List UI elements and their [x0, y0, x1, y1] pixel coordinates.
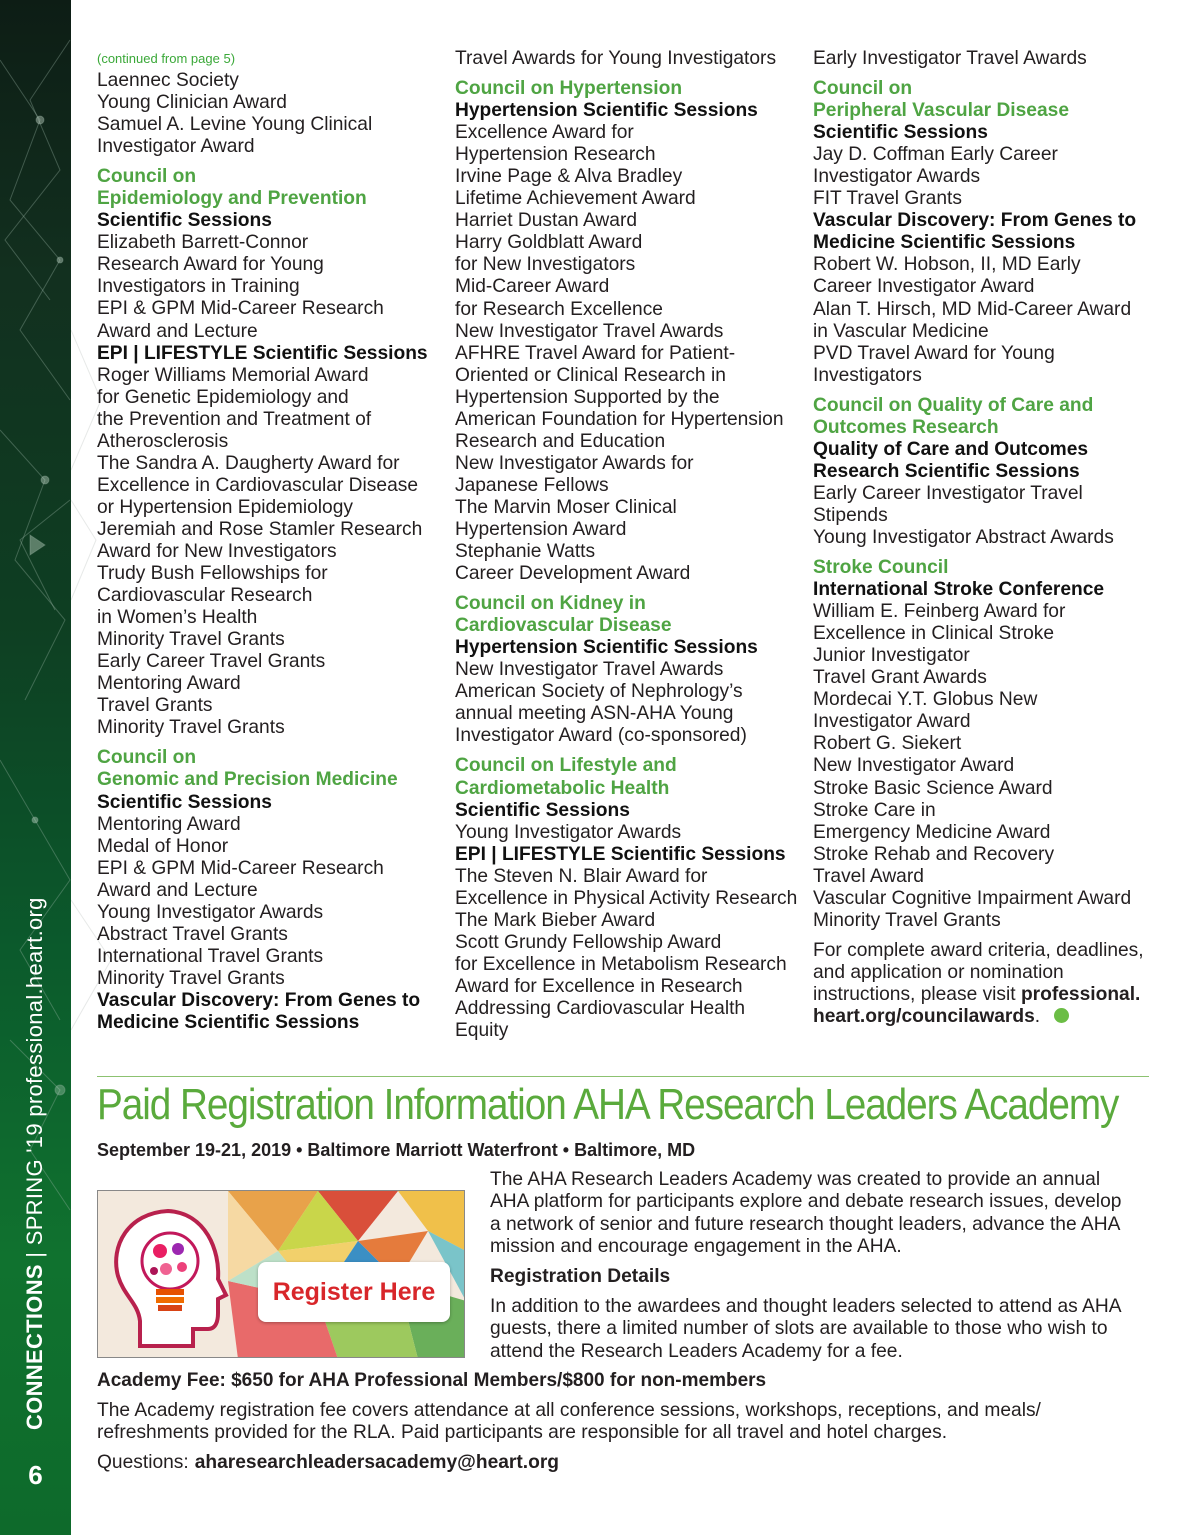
- questions-label: Questions:: [97, 1452, 189, 1473]
- session-heading: Scientific Sessions: [97, 791, 272, 813]
- award-item: or Hypertension Epidemiology: [97, 496, 353, 518]
- award-item: FIT Travel Grants: [813, 188, 962, 210]
- award-item: the Prevention and Treatment of: [97, 408, 372, 430]
- award-item: The Sandra A. Daugherty Award for: [97, 452, 400, 474]
- award-item: Abstract Travel Grants: [97, 923, 288, 945]
- session-heading: International Stroke Conference: [813, 579, 1105, 601]
- award-item: Jay D. Coffman Early Career: [813, 144, 1058, 166]
- register-here-button[interactable]: Register Here: [258, 1262, 450, 1322]
- award-item: Mentoring Award: [97, 673, 241, 695]
- award-item: in Women’s Health: [97, 607, 258, 629]
- award-item: Stephanie Watts: [455, 541, 596, 563]
- registration-line: In addition to the awardees and thought leaders selected to attend as AHA: [490, 1296, 1122, 1317]
- award-item: Young Investigator Abstract Awards: [813, 526, 1114, 548]
- closing-note: [813, 940, 1158, 1028]
- award-item: Lifetime Achievement Award: [455, 188, 696, 210]
- award-item: William E. Feinberg Award for: [813, 601, 1066, 623]
- award-item: Award for Excellence in Research: [455, 975, 743, 997]
- closing-line-2: and application or nomination: [813, 961, 1064, 983]
- award-item: Medal of Honor: [97, 835, 229, 857]
- award-item: Award for New Investigators: [97, 540, 337, 562]
- award-item: Research and Education: [455, 430, 666, 452]
- award-item: Laennec Society: [97, 70, 239, 91]
- rla-description-line: AHA platform for participants explore and debate research issues, develop: [490, 1191, 1122, 1213]
- award-item: Excellence in Cardiovascular Disease: [97, 474, 419, 496]
- award-item: Emergency Medicine Award: [813, 821, 1051, 843]
- academy-fee-text: [97, 1400, 1041, 1445]
- award-item: Excellence in Physical Activity Research: [455, 887, 798, 909]
- award-item: Young Investigator Awards: [97, 901, 324, 923]
- issue-season: SPRING '19: [22, 1123, 47, 1246]
- award-item: Early Career Investigator Travel: [813, 482, 1083, 504]
- award-item: Travel Awards for Young Investigators: [455, 48, 777, 69]
- award-item: Minority Travel Grants: [813, 909, 1001, 931]
- award-item: AFHRE Travel Award for Patient-: [455, 342, 736, 364]
- award-item: Atherosclerosis: [97, 430, 229, 452]
- award-item: Trudy Bush Fellowships for: [97, 563, 328, 585]
- fee-line: refreshments provided for the RLA. Paid participants are responsible for all travel and hotel charges.: [97, 1422, 948, 1444]
- session-heading: Quality of Care and Outcomes: [813, 438, 1089, 460]
- award-item: Equity: [455, 1020, 509, 1042]
- rla-description-line: The AHA Research Leaders Academy was created to provide an annual: [490, 1169, 1101, 1190]
- closing-line-1: For complete award criteria, deadlines,: [813, 939, 1144, 961]
- session-heading: Hypertension Scientific Sessions: [455, 637, 758, 659]
- closing-period: .: [1034, 1005, 1041, 1027]
- awards-column-1: [97, 48, 442, 1034]
- awards-column-3: [813, 48, 1158, 1028]
- award-item: for New Investigators: [455, 254, 636, 276]
- council-heading: Outcomes Research: [813, 416, 999, 438]
- award-item: Robert W. Hobson, II, MD Early: [813, 254, 1081, 276]
- session-heading: Medicine Scientific Sessions: [97, 1011, 360, 1033]
- award-item: Award and Lecture: [97, 879, 258, 901]
- council-heading: Council on: [97, 166, 197, 188]
- closing-line-3: [813, 984, 1158, 1006]
- award-item: Early Career Travel Grants: [97, 651, 326, 673]
- award-item: Mordecai Y.T. Globus New: [813, 689, 1038, 711]
- award-item: Young Investigator Awards: [455, 821, 682, 843]
- award-item: Minority Travel Grants: [97, 717, 285, 739]
- award-item: The Steven N. Blair Award for: [455, 865, 708, 887]
- council-awards-link-part2[interactable]: heart.org/councilawards: [813, 1005, 1035, 1027]
- continued-note: (continued from page 5): [97, 51, 236, 66]
- award-item: Hypertension Award: [455, 518, 627, 540]
- closing-line-4: [813, 1006, 1158, 1028]
- award-item: Excellence in Clinical Stroke: [813, 623, 1055, 645]
- spine-separator: |: [22, 1251, 47, 1258]
- spine-sidebar: [0, 0, 71, 1535]
- award-item: Investigators: [813, 364, 922, 386]
- award-item: Elizabeth Barrett-Connor: [97, 232, 309, 254]
- council-heading: Stroke Council: [813, 557, 949, 579]
- award-item: Addressing Cardiovascular Health: [455, 997, 746, 1019]
- award-item: Stroke Basic Science Award: [813, 777, 1053, 799]
- council-awards-link-part1[interactable]: professional.: [1020, 983, 1141, 1005]
- award-item: Stipends: [813, 504, 888, 526]
- award-item: Japanese Fellows: [455, 474, 609, 496]
- award-item: Research Award for Young: [97, 254, 324, 276]
- award-item: Investigator Award: [813, 711, 971, 733]
- award-item: Mentoring Award: [97, 813, 241, 835]
- spine-title: [22, 897, 48, 1430]
- award-item: New Investigator Awards for: [455, 452, 694, 474]
- session-heading: Research Scientific Sessions: [813, 460, 1080, 482]
- award-item: Roger Williams Memorial Award: [97, 364, 369, 386]
- award-item: EPI & GPM Mid-Career Research: [97, 298, 384, 320]
- award-item: for Excellence in Metabolism Research: [455, 953, 787, 975]
- award-item: in Vascular Medicine: [813, 320, 989, 342]
- award-item: Scott Grundy Fellowship Award: [455, 931, 722, 953]
- award-item: Oriented or Clinical Research in: [455, 364, 726, 386]
- session-heading: Vascular Discovery: From Genes to: [813, 210, 1137, 232]
- award-item: Travel Grants: [97, 695, 213, 717]
- questions-contact: [97, 1452, 559, 1474]
- award-item: International Travel Grants: [97, 945, 324, 967]
- award-item: Junior Investigator: [813, 645, 970, 667]
- award-item: Samuel A. Levine Young Clinical: [97, 114, 373, 136]
- award-item: for Research Excellence: [455, 298, 663, 320]
- closing-line-3-prefix: instructions, please visit: [813, 983, 1021, 1005]
- council-heading: Epidemiology and Prevention: [97, 188, 367, 210]
- award-item: New Investigator Travel Awards: [455, 320, 724, 342]
- award-item: The Mark Bieber Award: [455, 909, 656, 931]
- council-heading: Council on Lifestyle and: [455, 755, 677, 777]
- section-divider: [97, 1076, 1149, 1077]
- council-heading: Council on: [813, 78, 913, 100]
- award-item: Harriet Dustan Award: [455, 210, 638, 232]
- award-item: Jeremiah and Rose Stamler Research: [97, 518, 423, 540]
- website-url[interactable]: professional.heart.org: [22, 897, 47, 1117]
- award-item: The Marvin Moser Clinical: [455, 496, 677, 518]
- award-item: Young Clinician Award: [97, 92, 287, 114]
- rla-title: Paid Registration Information AHA Research Leaders Academy: [97, 1080, 1119, 1129]
- council-heading: Genomic and Precision Medicine: [97, 769, 398, 791]
- session-heading: Medicine Scientific Sessions: [813, 232, 1076, 254]
- council-heading: Peripheral Vascular Disease: [813, 100, 1069, 122]
- award-item: Stroke Care in: [813, 799, 936, 821]
- academy-fee-heading: Academy Fee: $650 for AHA Professional Members/$800 for non-members: [97, 1370, 767, 1391]
- rla-description: [490, 1169, 1150, 1259]
- session-heading: Vascular Discovery: From Genes to: [97, 989, 421, 1011]
- award-item: Cardiovascular Research: [97, 585, 313, 607]
- awards-column-3-list: [813, 48, 1158, 932]
- award-item: EPI & GPM Mid-Career Research: [97, 857, 384, 879]
- award-item: New Investigator Award: [813, 755, 1015, 777]
- council-heading: Cardiometabolic Health: [455, 777, 670, 799]
- award-item: Hypertension Research: [455, 144, 656, 166]
- registration-details-heading: Registration Details: [490, 1266, 671, 1287]
- award-item: Investigator Award (co-sponsored): [455, 725, 747, 747]
- award-item: Career Development Award: [455, 563, 691, 585]
- award-item: Career Investigator Award: [813, 276, 1035, 298]
- award-item: Alan T. Hirsch, MD Mid-Career Award: [813, 298, 1132, 320]
- award-item: Mid-Career Award: [455, 276, 610, 298]
- fee-line: The Academy registration fee covers attendance at all conference sessions, workshops, receptions, and meals/: [97, 1400, 1041, 1421]
- rla-description-line: mission and encourage engagement in the AHA.: [490, 1236, 902, 1258]
- award-item: Hypertension Supported by the: [455, 386, 720, 408]
- award-item: Award and Lecture: [97, 320, 258, 342]
- award-item: Excellence Award for: [455, 122, 634, 144]
- award-item: PVD Travel Award for Young: [813, 342, 1055, 364]
- award-item: Investigator Award: [97, 136, 255, 158]
- council-heading: Council on Kidney in: [455, 593, 646, 615]
- award-item: Early Investigator Travel Awards: [813, 48, 1087, 69]
- award-item: Vascular Cognitive Impairment Award: [813, 887, 1132, 909]
- questions-email-link[interactable]: aharesearchleadersacademy@heart.org: [194, 1452, 560, 1473]
- award-item: American Society of Nephrology’s: [455, 681, 743, 703]
- award-item: Harry Goldblatt Award: [455, 232, 643, 254]
- award-item: New Investigator Travel Awards: [455, 659, 724, 681]
- award-item: Travel Award: [813, 865, 924, 887]
- award-item: for Genetic Epidemiology and: [97, 386, 349, 408]
- end-mark-dot-icon: [1054, 1008, 1069, 1023]
- council-heading: Cardiovascular Disease: [455, 615, 672, 637]
- registration-details-text: [490, 1296, 1150, 1363]
- award-item: Minority Travel Grants: [97, 967, 285, 989]
- council-heading: Council on Hypertension: [455, 78, 683, 100]
- award-item: Travel Grant Awards: [813, 667, 987, 689]
- session-heading: Hypertension Scientific Sessions: [455, 100, 758, 122]
- rla-description-line: a network of senior and future research thought leaders, advance the AHA: [490, 1213, 1121, 1235]
- session-heading: EPI | LIFESTYLE Scientific Sessions: [97, 342, 428, 364]
- rla-event-details: September 19-21, 2019 • Baltimore Marriott Waterfront • Baltimore, MD: [97, 1140, 696, 1160]
- council-heading: Council on: [97, 747, 197, 769]
- award-item: American Foundation for Hypertension: [455, 408, 784, 430]
- award-item: Irvine Page & Alva Bradley: [455, 166, 683, 188]
- award-item: Investigators in Training: [97, 276, 300, 298]
- awards-column-2: [455, 48, 800, 1042]
- registration-line: attend the Research Leaders Academy for a fee.: [490, 1340, 903, 1362]
- award-item: Minority Travel Grants: [97, 629, 285, 651]
- magazine-name: CONNECTIONS: [22, 1264, 47, 1430]
- session-heading: EPI | LIFESTYLE Scientific Sessions: [455, 843, 786, 865]
- award-item: Stroke Rehab and Recovery: [813, 843, 1055, 865]
- session-heading: Scientific Sessions: [813, 122, 988, 144]
- session-heading: Scientific Sessions: [455, 799, 630, 821]
- award-item: Robert G. Siekert: [813, 733, 962, 755]
- registration-line: guests, there a limited number of slots are available to those who wish to: [490, 1318, 1108, 1340]
- award-item: annual meeting ASN-AHA Young: [455, 703, 734, 725]
- page-number: 6: [28, 1460, 43, 1490]
- session-heading: Scientific Sessions: [97, 210, 272, 232]
- award-item: Investigator Awards: [813, 166, 981, 188]
- council-heading: Council on Quality of Care and: [813, 394, 1094, 416]
